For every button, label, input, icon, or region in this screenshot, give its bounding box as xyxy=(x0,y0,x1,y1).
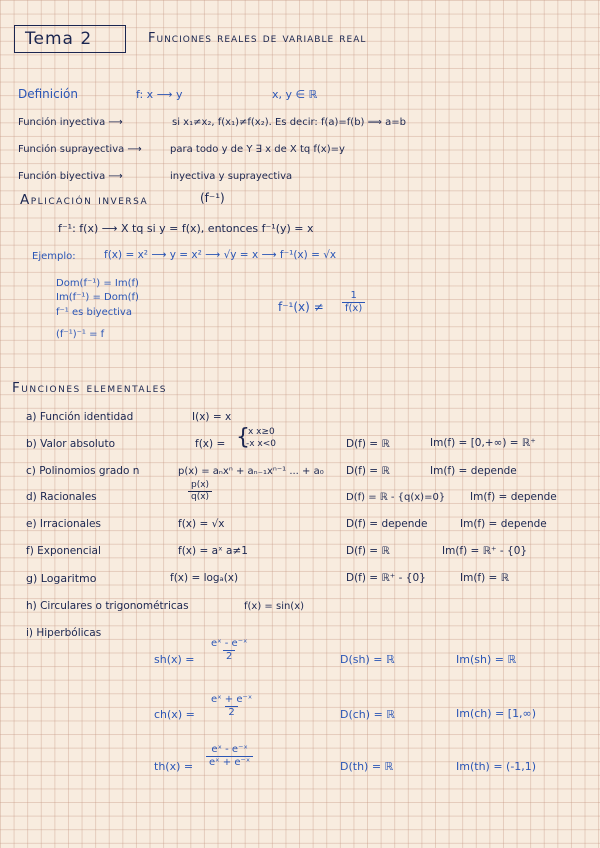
item-logaritmo-formula: f(x) = logₐ(x) xyxy=(170,572,239,584)
item-racionales-im: Im(f) = depende xyxy=(470,491,557,503)
inversa-heading: Aplicación inversa xyxy=(20,192,149,208)
item-irracionales-formula: f(x) = √x xyxy=(178,518,225,530)
item-logaritmo-label: g) Logaritmo xyxy=(26,572,97,585)
inyectiva-text: si x₁≠x₂, f(x₁)≠f(x₂). Es decir: f(a)=f(b) ⟹ a=b xyxy=(172,117,407,128)
inversa-neq-lhs: f⁻¹(x) ≠ xyxy=(278,300,324,314)
sh-dom: D(sh) = ℝ xyxy=(340,653,395,666)
fraction-denominator: f(x) xyxy=(342,302,365,315)
ejemplo-label: Ejemplo: xyxy=(32,251,76,262)
racionales-fraction xyxy=(188,480,212,503)
racionales-numerator: p(x) xyxy=(191,480,210,490)
th-lhs: th(x) = xyxy=(154,760,194,773)
ch-im: Im(ch) = [1,∞) xyxy=(456,707,537,720)
sh-numerator: eˣ - e⁻ˣ xyxy=(211,638,248,649)
item-irracionales-label: e) Irracionales xyxy=(26,518,101,530)
sh-fraction xyxy=(208,638,250,663)
th-denominator: eˣ + e⁻ˣ xyxy=(206,756,253,769)
item-exponencial-im: Im(f) = ℝ⁺ - {0} xyxy=(442,545,528,557)
th-dom: D(th) = ℝ xyxy=(340,760,394,773)
suprayectiva-label: Función suprayectiva ⟶ xyxy=(18,144,142,155)
item-absoluto-label: b) Valor absoluto xyxy=(26,438,116,450)
tema-label: Tema 2 xyxy=(25,29,93,49)
prop-doble-inversa: (f⁻¹)⁻¹ = f xyxy=(56,329,105,340)
th-im: Im(th) = (-1,1) xyxy=(456,760,537,773)
suprayectiva-text: para todo y de Y ∃ x de X tq f(x)=y xyxy=(170,144,345,155)
page-title: Funciones reales de variable real xyxy=(148,31,367,46)
item-racionales-label: d) Racionales xyxy=(26,491,97,503)
item-exponencial-formula: f(x) = aˣ a≠1 xyxy=(178,545,248,557)
prop-im-inversa: Im(f⁻¹) = Dom(f) xyxy=(56,292,139,303)
item-identidad-label: a) Función identidad xyxy=(26,411,134,423)
tema-box xyxy=(14,25,126,53)
biyectiva-label: Función biyectiva ⟶ xyxy=(18,171,123,182)
item-trigonometricas-formula: f(x) = sin(x) xyxy=(244,601,305,612)
definicion-label: Definición xyxy=(18,87,78,101)
inversa-definition: f⁻¹: f(x) ⟶ X tq si y = f(x), entonces f⁻¹(y) = x xyxy=(58,222,314,235)
item-irracionales-im: Im(f) = depende xyxy=(460,518,547,530)
item-exponencial-label: f) Exponencial xyxy=(26,545,101,557)
elementales-heading: Funciones elementales xyxy=(12,380,167,396)
inyectiva-label: Función inyectiva ⟶ xyxy=(18,117,123,128)
fraction-numerator: 1 xyxy=(350,290,357,301)
absoluto-case-1: x x≥0 xyxy=(248,427,275,437)
sh-denominator: 2 xyxy=(223,650,235,663)
ch-numerator: eˣ + e⁻ˣ xyxy=(211,694,253,705)
th-numerator: eˣ - e⁻ˣ xyxy=(211,744,248,755)
item-exponencial-dom: D(f) = ℝ xyxy=(346,545,390,557)
item-absoluto-im: Im(f) = [0,+∞) = ℝ⁺ xyxy=(430,437,536,449)
ch-lhs: ch(x) = xyxy=(154,708,195,721)
item-logaritmo-dom: D(f) = ℝ⁺ - {0} xyxy=(346,572,426,584)
item-polinomios-formula: p(x) = aₙxⁿ + aₙ₋₁xⁿ⁻¹ ... + a₀ xyxy=(178,466,324,477)
item-polinomios-label: c) Polinomios grado n xyxy=(26,465,140,477)
sh-lhs: sh(x) = xyxy=(154,653,195,666)
sh-im: Im(sh) = ℝ xyxy=(456,653,517,666)
prop-dom-inversa: Dom(f⁻¹) = Im(f) xyxy=(56,278,139,289)
brace-icon: { xyxy=(236,425,250,450)
ch-denominator: 2 xyxy=(225,706,237,719)
item-trigonometricas-label: h) Circulares o trigonométricas xyxy=(26,600,189,612)
item-absoluto-formula: f(x) = xyxy=(195,438,226,450)
item-irracionales-dom: D(f) = depende xyxy=(346,518,428,530)
item-logaritmo-im: Im(f) = ℝ xyxy=(460,572,510,584)
th-fraction xyxy=(206,744,253,769)
biyectiva-text: inyectiva y suprayectiva xyxy=(170,171,293,182)
item-polinomios-im: Im(f) = depende xyxy=(430,465,517,477)
prop-biyectiva: f⁻¹ es biyectiva xyxy=(56,307,132,318)
item-identidad-formula: I(x) = x xyxy=(192,411,232,423)
inversa-notation: (f⁻¹) xyxy=(200,191,225,205)
definicion-domain: x, y ∈ ℝ xyxy=(272,88,318,101)
item-polinomios-dom: D(f) = ℝ xyxy=(346,465,390,477)
item-hiperbolicas-label: i) Hiperbólicas xyxy=(26,627,102,639)
racionales-denominator: q(x) xyxy=(188,491,212,503)
ejemplo-text: f(x) = x² ⟶ y = x² ⟶ √y = x ⟶ f⁻¹(x) = √x xyxy=(104,249,337,261)
item-racionales-dom: D(f) = ℝ - {q(x)=0} xyxy=(346,492,446,503)
inversa-neq-fraction xyxy=(342,290,365,315)
ch-fraction xyxy=(208,694,255,719)
definicion-map: f: x ⟶ y xyxy=(136,88,183,101)
ch-dom: D(ch) = ℝ xyxy=(340,708,395,721)
absoluto-case-2: -x x<0 xyxy=(246,439,277,449)
item-absoluto-dom: D(f) = ℝ xyxy=(346,438,390,450)
